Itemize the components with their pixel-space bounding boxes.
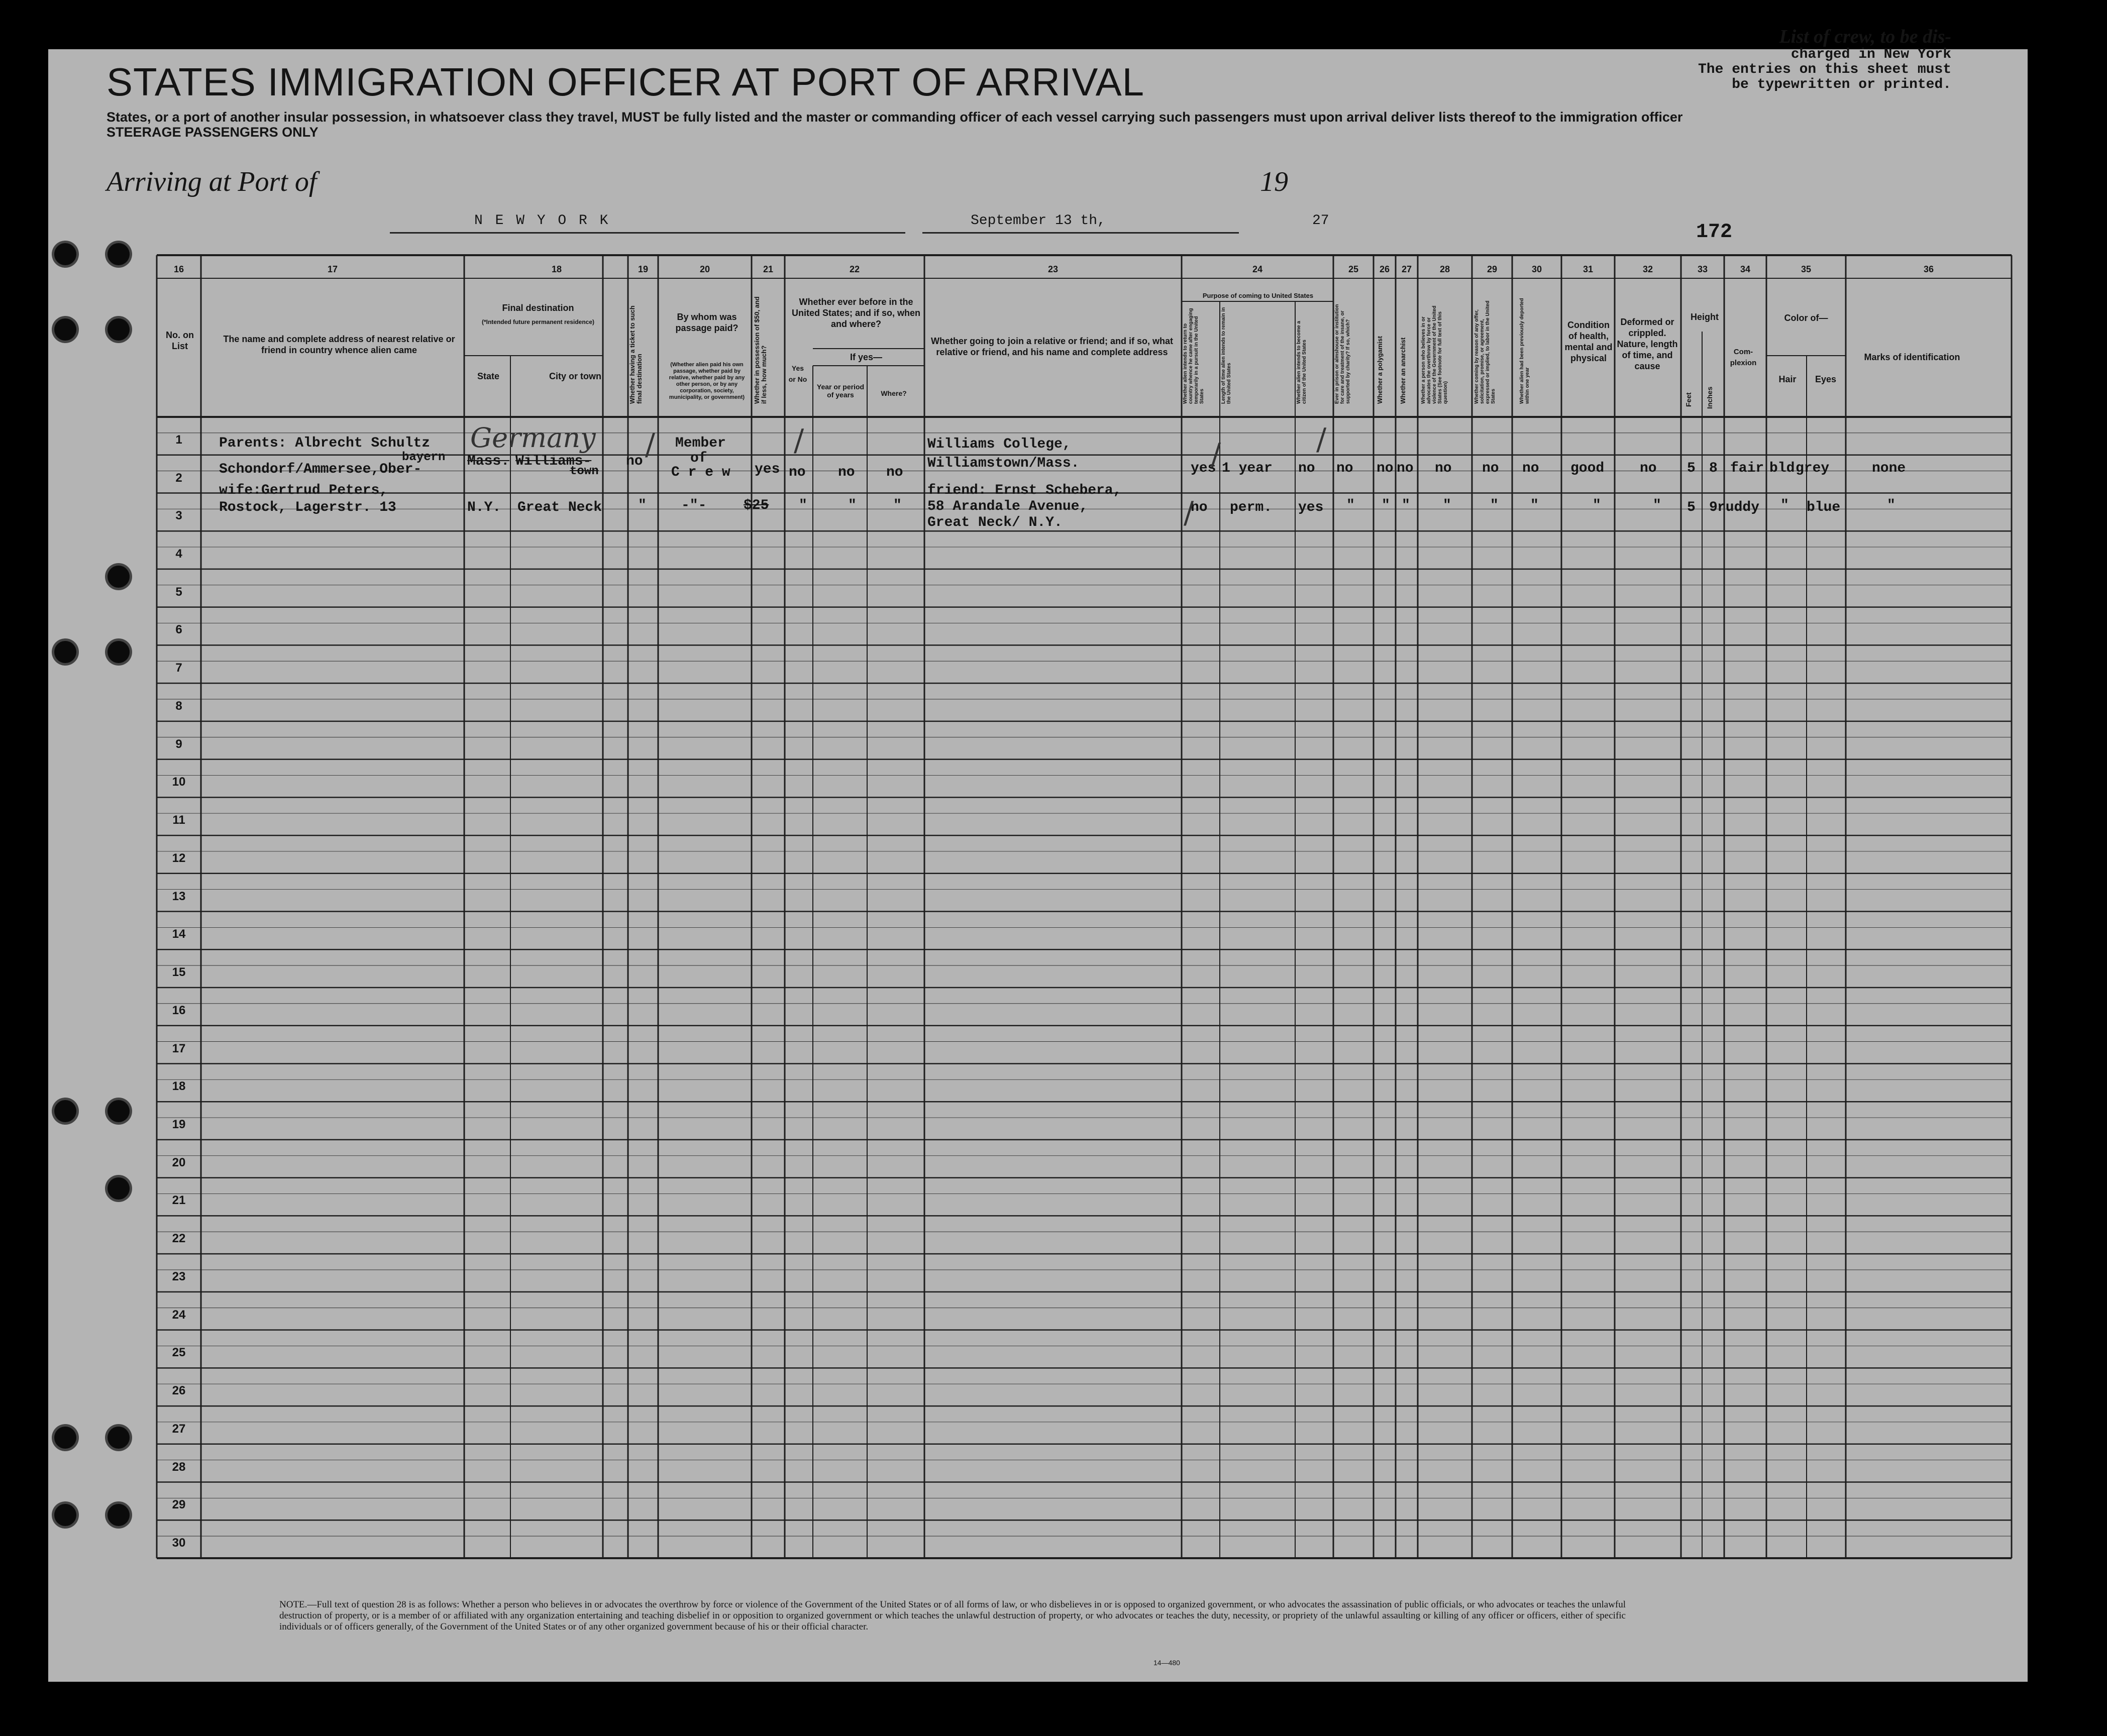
row-number: 15 — [172, 965, 186, 980]
row-1-before: no — [789, 465, 806, 480]
row-number: 28 — [172, 1460, 186, 1474]
row-1-relative-line2: Schondorf/Ammersee,Ober- — [219, 462, 422, 477]
row-1-deformed: no — [1640, 461, 1657, 476]
header-final-destination-note: (*Intended future permanent residence) — [481, 318, 595, 325]
row-1-citizen: no — [1298, 461, 1315, 476]
column-number: 34 — [1740, 264, 1751, 274]
row-2-city: Great Neck — [517, 500, 602, 515]
column-number: 24 — [1252, 264, 1263, 274]
row-2-state: N.Y. — [467, 500, 501, 515]
header-passage-paid: By whom was passage paid? — [675, 312, 739, 333]
row-number: 18 — [172, 1079, 186, 1094]
row-number: 25 — [172, 1346, 186, 1360]
row-1-join-line1: Williams College, — [927, 437, 1071, 452]
year-prefix: 19 — [1260, 166, 1288, 197]
row-1-feet: 5 — [1687, 461, 1696, 476]
row-1-prison: no — [1336, 461, 1353, 476]
header-ever-before: Whether ever before in the United States; and if so, when and where? — [791, 297, 921, 329]
year-suffix: 27 — [1312, 213, 1329, 229]
header-deported: Whether alien had been previously deported within one year — [1519, 298, 1530, 404]
row-1-contract: no — [1482, 461, 1499, 476]
header-prison: Ever in prison or almshouse or institution for care and treatment of the insane, or supported by charity? If so, which? — [1334, 304, 1351, 404]
row-2-year: " — [848, 498, 857, 513]
row-number: 29 — [172, 1498, 186, 1512]
row-number: 22 — [172, 1232, 186, 1246]
row-1-anarchist: no — [1397, 461, 1414, 476]
header-hair: Hair — [1778, 374, 1797, 384]
row-1-relative-line3: bayern — [402, 451, 446, 464]
header-deformed: Deformed or crippled. Nature, length of time, and cause — [1617, 317, 1678, 371]
crew-list-line: be typewritten or printed. — [1732, 77, 1952, 92]
row-2-money: $25 — [744, 498, 769, 513]
column-number: 35 — [1801, 264, 1812, 274]
row-2-eyes: blue — [1807, 500, 1841, 515]
row-number: 2 — [175, 471, 182, 485]
steerage-label: STEERAGE PASSENGERS ONLY — [107, 125, 319, 140]
row-2-polygamist: " — [1382, 498, 1390, 513]
form-title: STATES IMMIGRATION OFFICER AT PORT OF ARRIVAL — [107, 60, 1145, 104]
column-number: 22 — [849, 264, 860, 274]
row-number: 4 — [175, 547, 182, 561]
column-number: 21 — [763, 264, 774, 274]
row-number: 3 — [175, 509, 182, 523]
row-2-contract: " — [1490, 498, 1499, 513]
row-2-health: " — [1593, 498, 1601, 513]
row-1-eyes: grey — [1796, 461, 1830, 476]
row-1-health: good — [1570, 461, 1605, 476]
header-purpose-return: Whether alien intends to return to country whence he came after engaging temporarily in a pursuit in the United States — [1183, 308, 1205, 404]
header-city: City or town — [549, 371, 601, 381]
sheet-number: 172 — [1696, 221, 1733, 244]
row-1-overthrow: no — [1435, 461, 1452, 476]
header-purpose: Purpose of coming to United States — [1202, 292, 1314, 299]
header-nearest-relative: The name and complete address of nearest relative or friend in country whence alien came — [223, 334, 455, 355]
row-number: 5 — [175, 585, 182, 599]
row-2-inches: 9 — [1709, 500, 1718, 515]
check-mark: / — [1184, 495, 1194, 530]
row-1-year: no — [838, 465, 855, 480]
row-1-deported: no — [1522, 461, 1539, 476]
row-2-passage: -"- — [681, 498, 707, 513]
column-number: 20 — [699, 264, 710, 274]
check-mark: / — [794, 423, 804, 458]
header-marks: Marks of identification — [1864, 352, 1960, 362]
column-number: 28 — [1439, 264, 1450, 274]
instructions-line: States, or a port of another insular possession, in whatsoever class they travel, MUST be fully listed and the master or commanding officer of each vessel carrying such passengers must upon arrival deliver lists thereof to the immigration officer — [107, 110, 1683, 125]
row-number: 7 — [175, 661, 182, 675]
header-year-period: Year or period of years — [816, 383, 865, 399]
header-color-of: Color of— — [1784, 313, 1828, 323]
header-where: Where? — [881, 389, 907, 397]
row-2-citizen: yes — [1298, 500, 1324, 515]
header-overthrow: Whether a person who believes in or advocates the overthrow by force or violence of the Government of the United States (See footnote for full text of this question) — [1421, 305, 1448, 404]
row-number: 10 — [172, 775, 186, 789]
crew-list-heading: List of crew, to be dis- — [1779, 26, 1952, 47]
column-number: 31 — [1583, 264, 1594, 274]
row-2-join-line2: 58 Arandale Avenue, — [927, 499, 1088, 514]
row-1-state: Mass. — [467, 454, 510, 469]
header-contract: Whether coming by reason of any offer, solicitation, promise, or agreement, expressed or implied, to labor in the United States — [1474, 300, 1496, 404]
row-1-polygamist: no — [1377, 461, 1394, 476]
row-number: 13 — [172, 889, 186, 903]
row-1-relative-line1: Parents: Albrecht Schultz — [219, 436, 431, 451]
header-health: Condition of health, mental and physical — [1564, 320, 1613, 363]
header-anarchist: Whether an anarchist — [1399, 337, 1407, 404]
column-number: 19 — [638, 264, 649, 274]
arrival-date: September 13 th, — [971, 213, 1106, 229]
column-number: 18 — [551, 264, 562, 274]
row-2-marks: " — [1887, 498, 1895, 513]
row-2-hair: " — [1780, 498, 1789, 513]
column-number: 16 — [173, 264, 184, 274]
row-2-before: " — [799, 498, 807, 513]
row-1-city: Williams- — [515, 454, 592, 469]
header-purpose-length: Length of time alien intends to remain in the United States — [1221, 307, 1232, 404]
header-fifty-dollars: Whether in possession of $50, and if less, how much? — [753, 296, 768, 404]
crew-list-line: charged in New York — [1790, 47, 1952, 62]
column-number: 17 — [327, 264, 338, 274]
row-1-marks: none — [1872, 461, 1906, 476]
row-1-money: yes — [755, 462, 780, 477]
header-yes-or-no: Yes or No — [788, 364, 807, 383]
check-mark: / — [1316, 422, 1327, 457]
row-1-passage-line1: Member — [675, 436, 726, 451]
row-number: 24 — [172, 1308, 186, 1322]
row-1-where: no — [886, 465, 903, 480]
row-number: 23 — [172, 1269, 186, 1283]
row-1-complexion: fair — [1730, 461, 1764, 476]
header-if-yes: If yes— — [850, 352, 883, 362]
row-2-deported: " — [1530, 498, 1539, 513]
row-number: 11 — [172, 813, 185, 827]
row-number: 8 — [175, 699, 182, 713]
row-number: 14 — [172, 927, 186, 941]
check-mark: / — [645, 427, 656, 462]
header-feet: Feet — [1684, 392, 1693, 407]
header-passage-paid-note: (Whether alien paid his own passage, whether paid by relative, whether paid by any other person, or by any corporation, society, municipality, or government) — [669, 362, 745, 400]
row-number: 6 — [175, 623, 182, 637]
row-2-feet: 5 — [1687, 500, 1696, 515]
form-number: 14—480 — [1153, 1659, 1180, 1667]
row-2-deformed: " — [1653, 498, 1661, 513]
row-number: 1 — [175, 432, 182, 447]
row-number: 21 — [172, 1194, 186, 1208]
row-number: 30 — [172, 1536, 186, 1550]
crew-list-line: The entries on this sheet must — [1698, 62, 1952, 77]
handwritten-state-overwrite: Germany — [470, 422, 596, 454]
row-2-complexion: ruddy — [1717, 500, 1760, 515]
footnote: NOTE.—Full text of question 28 is as follows: Whether a person who believes in or advocates the overthrow by force or violence of the Government of the United States or of all forms of law, or who disbelieves in or is opposed to organized government, or who advocates the assassination of public officials, or who advocates or teaches the unlawful destruction of property, or is a member of or affiliated with any organization entertaining and teaching disbelief in or opposition to organized government or which teaches the unlawful destruction of property, or who advocates or teaches the duty, necessity, or propriety of the unlawful assaulting or killing of any officer or officers, either of specific individuals or of officers generally, of the Government of the United States or of any other organized government because of his or their official character. — [279, 1599, 1626, 1632]
row-1-city-line2: town — [570, 465, 599, 478]
row-1-hair: bld — [1769, 461, 1795, 476]
header-ticket: Whether having a ticket to such final destination — [628, 305, 643, 404]
row-2-prison: " — [1346, 498, 1355, 513]
arriving-label: Arriving at Port of — [107, 166, 317, 197]
header-polygamist: Whether a polygamist — [1376, 336, 1384, 404]
row-1-passage-line3: C r e w — [671, 465, 730, 480]
row-1-join-line2: Williamstown/Mass. — [927, 456, 1080, 471]
row-2-join-line1: friend: Ernst Schebera, — [927, 483, 1122, 498]
row-2-ticket: " — [638, 498, 647, 513]
row-1-ticket: no — [626, 454, 643, 469]
row-number: 27 — [172, 1422, 186, 1436]
row-2-relative-line1: wife:Gertrud Peters, — [219, 483, 388, 498]
row-1-passage-line2: of — [690, 451, 707, 466]
column-number: 25 — [1348, 264, 1359, 274]
row-number: 20 — [172, 1155, 186, 1169]
port-value: N E W Y O R K — [474, 213, 610, 229]
header-height: Height — [1691, 312, 1719, 322]
column-number: 32 — [1642, 264, 1653, 274]
header-no-on-list: No. on List — [166, 330, 194, 351]
row-1-return: yes — [1191, 461, 1216, 476]
header-state: State — [477, 371, 499, 381]
row-number: 26 — [172, 1384, 186, 1398]
row-2-anarchist: " — [1402, 498, 1410, 513]
row-2-return: no — [1191, 500, 1208, 515]
row-number: 9 — [175, 737, 182, 751]
column-number: 29 — [1487, 264, 1498, 274]
row-2-overthrow: " — [1443, 498, 1451, 513]
row-number: 17 — [172, 1041, 186, 1055]
header-complexion: Com-plexion — [1730, 348, 1757, 367]
row-2-join-line3: Great Neck/ N.Y. — [927, 515, 1063, 530]
row-number: 12 — [172, 851, 186, 865]
header-eyes: Eyes — [1815, 374, 1837, 384]
column-number: 36 — [1923, 264, 1934, 274]
column-number: 26 — [1379, 264, 1390, 274]
column-number: 27 — [1401, 264, 1412, 274]
column-number: 30 — [1531, 264, 1542, 274]
header-inches: Inches — [1706, 386, 1714, 409]
row-1-length: 1 year — [1222, 461, 1273, 476]
row-2-length: perm. — [1230, 500, 1273, 515]
header-join-relative: Whether going to join a relative or friend; and if so, what relative or friend, and his name and complete address — [930, 336, 1174, 357]
check-mark: / — [1211, 437, 1221, 472]
column-number: 23 — [1047, 264, 1059, 274]
header-purpose-citizen: Whether alien intends to become a citizen of the United States — [1296, 320, 1307, 404]
row-1-inches: 8 — [1709, 461, 1718, 476]
row-number: 19 — [172, 1118, 186, 1131]
row-2-where: " — [893, 498, 902, 513]
column-number: 33 — [1697, 264, 1708, 274]
row-2-relative-line2: Rostock, Lagerstr. 13 — [219, 500, 396, 515]
row-number: 16 — [172, 1003, 186, 1017]
header-final-destination: Final destination — [502, 303, 574, 313]
